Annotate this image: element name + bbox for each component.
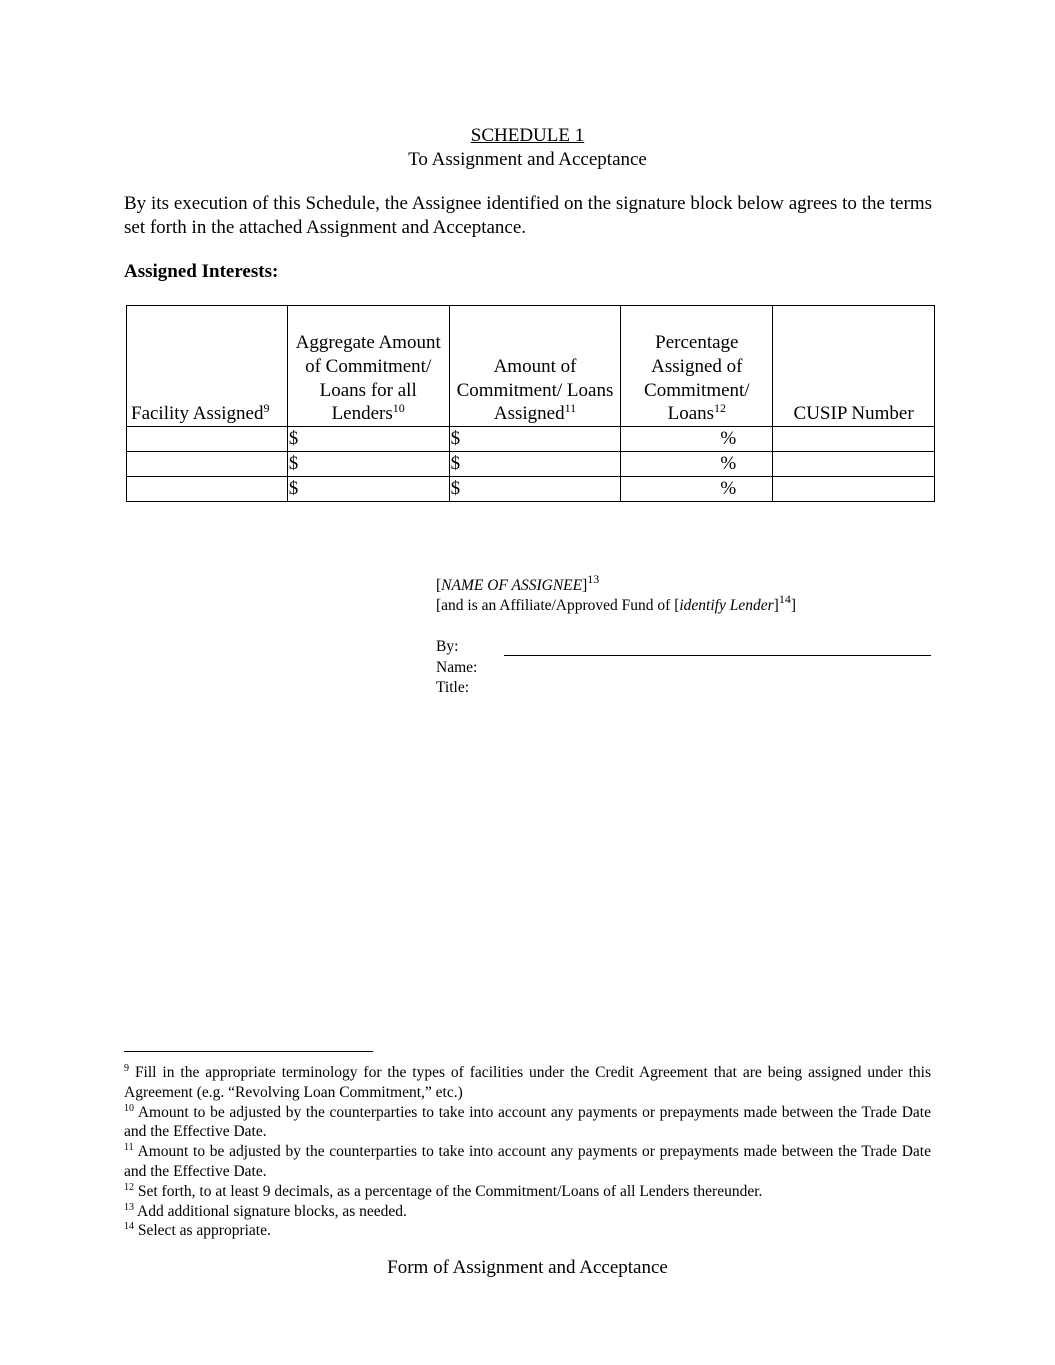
schedule-subtitle: To Assignment and Acceptance	[408, 149, 647, 170]
header-amount-assigned: Amount of Commitment/ Loans Assigned$^{11}$	[449, 306, 621, 427]
cusip-cell[interactable]	[773, 452, 935, 477]
amount-assigned-cell[interactable]: $	[449, 452, 621, 477]
header-facility-assigned: Facility Assigned$^9$	[127, 306, 288, 427]
aggregate-amount-cell[interactable]: $	[287, 427, 449, 452]
header-cusip-number: CUSIP Number	[773, 306, 935, 427]
footnote-divider	[124, 1051, 373, 1052]
footnote-9: $^9$ Fill in the appropriate terminology for the types of facilities under the Credit Agreement that are being assigned under this Agreement (e.g. “Revolving Loan Commitment,” etc.)	[124, 1063, 932, 1101]
schedule-title: SCHEDULE 1	[470, 125, 585, 146]
amount-assigned-cell[interactable]: $	[449, 427, 621, 452]
facility-cell[interactable]	[127, 427, 288, 452]
footnote-10: $^{10}$ Amount to be adjusted by the counterparties to take into account any payments or prepayments made between the Trade Date and the Effective Date.	[124, 1102, 931, 1141]
facility-cell[interactable]	[127, 452, 288, 477]
signature-line[interactable]	[504, 655, 931, 656]
cusip-cell[interactable]	[773, 427, 935, 452]
cusip-cell[interactable]	[773, 477, 935, 502]
percentage-cell[interactable]: %	[621, 477, 773, 502]
aggregate-amount-cell[interactable]: $	[287, 452, 449, 477]
header-percentage-assigned: Percentage Assigned of Commitment/ Loans$^{12}$	[621, 306, 773, 427]
footnotes	[124, 1063, 931, 1241]
title-label: Title:	[436, 679, 470, 696]
table-row	[127, 477, 935, 502]
footnote-11: $^{11}$ Amount to be adjusted by the counterparties to take into account any payments or prepayments made between the Trade Date and the Effective Date.	[124, 1142, 931, 1180]
amount-assigned-cell[interactable]: $	[449, 477, 621, 502]
facility-cell[interactable]	[127, 477, 288, 502]
footnote-12: $^{12}$ Set forth, to at least 9 decimals, as a percentage of the Commitment/Loans of all Lenders thereunder.	[124, 1181, 763, 1200]
affiliate-line: [and is an Affiliate/Approved Fund of [identify Lender]$^{14}$]	[436, 592, 796, 614]
identify-lender-placeholder[interactable]: identify Lender	[679, 597, 774, 614]
percentage-cell[interactable]: %	[621, 452, 773, 477]
assigned-interests-label: Assigned Interests:	[124, 261, 279, 282]
table-row	[127, 427, 935, 452]
footnote-13: $^{13}$ Add additional signature blocks, as needed.	[124, 1201, 407, 1220]
assigned-interests-table	[126, 305, 935, 502]
percentage-cell[interactable]: %	[621, 427, 773, 452]
by-label: By:	[436, 638, 459, 655]
intro-paragraph: By its execution of this Schedule, the Assignee identified on the signature block below agrees to the terms set forth in the attached Assignment and Acceptance.	[124, 193, 932, 238]
name-label: Name:	[436, 659, 478, 676]
table-row	[127, 452, 935, 477]
header-aggregate-amount: Aggregate Amount of Commitment/ Loans for all Lenders$^{10}$	[287, 306, 449, 427]
footnote-14: $^{14}$ Select as appropriate.	[124, 1221, 271, 1240]
page-footer: Form of Assignment and Acceptance	[387, 1257, 668, 1278]
table-header-row	[127, 306, 935, 427]
assignee-name-line: [NAME OF ASSIGNEE]$^{13}$	[436, 572, 600, 594]
assignee-name-placeholder[interactable]: NAME OF ASSIGNEE	[441, 577, 583, 594]
aggregate-amount-cell[interactable]: $	[287, 477, 449, 502]
